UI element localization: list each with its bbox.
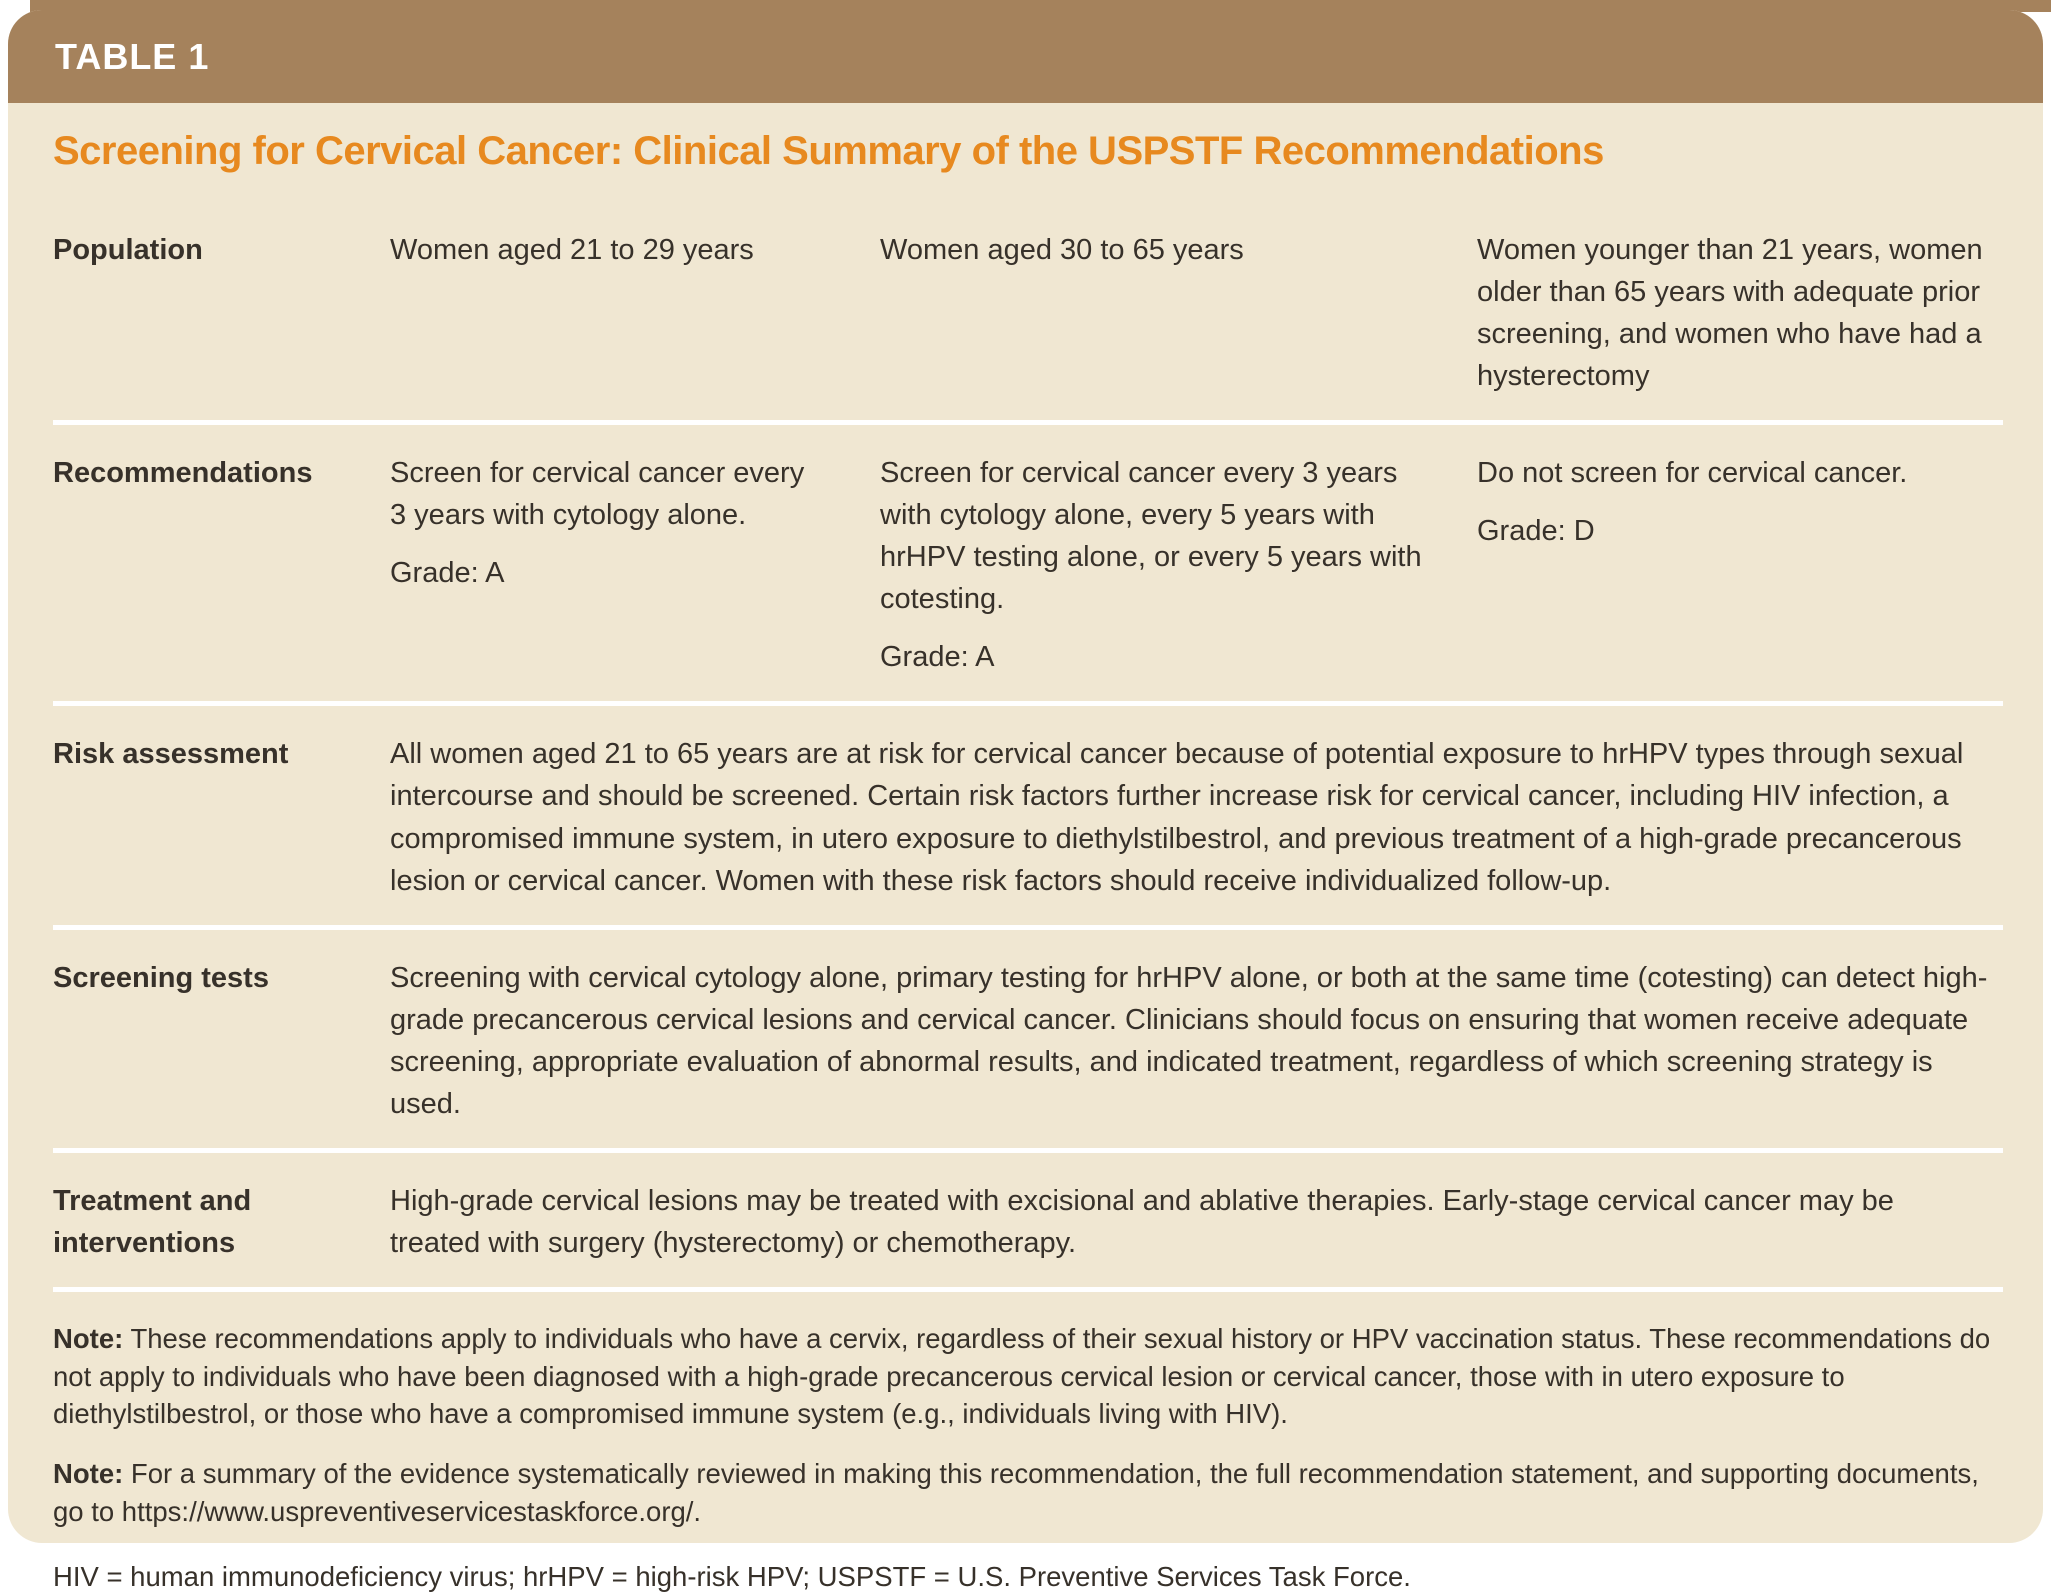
note-1-text: These recommendations apply to individuals who have a cervix, regardless of their sexual history or HPV vaccination status. These recommendations do not apply to individuals who have been diagnosed with a high-grade precancerous cervical lesion or cervical cancer, those with in utero exposure to diethylstilbestrol, or those who have a compromised immune system (e.g., individuals living with HIV). bbox=[53, 1322, 1991, 1430]
table-number: TABLE 1 bbox=[55, 35, 210, 77]
summary-table bbox=[53, 202, 2003, 1292]
recommendation-cell-other bbox=[1477, 452, 2003, 678]
treatment-text: High-grade cervical lesions may be treated with excisional and ablative therapies. Early-stage cervical cancer may be treated with surgery (hysterectomy) or chemotherapy. bbox=[390, 1184, 1894, 1259]
note-2 bbox=[53, 1455, 2003, 1530]
table-body bbox=[8, 129, 2043, 1596]
note-1-label: Note: bbox=[53, 1322, 124, 1354]
footnotes bbox=[53, 1320, 2003, 1596]
recommendation-cell-30-65 bbox=[880, 452, 1477, 678]
row-label-treatment: Treatment and interventions bbox=[53, 1184, 252, 1259]
note-2-label: Note: bbox=[53, 1457, 124, 1489]
population-cell-30-65: Women aged 30 to 65 years bbox=[880, 234, 1244, 266]
row-label-recommendations: Recommendations bbox=[53, 457, 313, 490]
table-row-population bbox=[53, 202, 2003, 425]
screening-tests-text: Screening with cervical cytology alone, primary testing for hrHPV alone, or both at the same time (cotesting) can detect high-grade precancerous cervical lesions and cervical cancer. Clinicians should focus on ensuring that women receive adequate screening, appropriate evaluation of abnormal results, and indicated treatment, regardless of which screening strategy is used. bbox=[390, 961, 1988, 1120]
row-label-population: Population bbox=[53, 234, 203, 266]
note-1 bbox=[53, 1320, 2003, 1433]
table-row-risk-assessment bbox=[53, 706, 2003, 929]
recommendation-grade: Grade: D bbox=[1477, 515, 1595, 548]
population-cell-21-29: Women aged 21 to 29 years bbox=[390, 234, 754, 266]
recommendation-text: Screen for cervical cancer every 3 years with cytology alone, every 5 years with hrHPV testing alone, or every 5 years with cotesting. bbox=[880, 457, 1422, 616]
table-row-screening-tests bbox=[53, 930, 2003, 1153]
risk-assessment-text: All women aged 21 to 65 years are at risk for cervical cancer because of potential exposure to hrHPV types through sexual intercourse and should be screened. Certain risk factors further increase risk for cervical cancer, including HIV infection, a compromised immune system, in utero exposure to diethylstilbestrol, and previous treatment of a high-grade precancerous lesion or cervical cancer. Women with these risk factors should receive individualized follow-up. bbox=[390, 738, 1964, 897]
population-cell-other: Women younger than 21 years, women older than 65 years with adequate prior screening, and women who have had a hysterectomy bbox=[1477, 234, 1983, 393]
table-row-treatment bbox=[53, 1153, 2003, 1292]
abbreviations: HIV = human immunodeficiency virus; hrHPV = high-risk HPV; USPSTF = U.S. Preventive Services Task Force. bbox=[53, 1561, 1411, 1593]
table-card bbox=[8, 10, 2043, 1593]
row-label-screening-tests: Screening tests bbox=[53, 961, 269, 994]
note-2-text: For a summary of the evidence systematically reviewed in making this recommendation, the full recommendation statement, and supporting documents, go to https://www.uspreventiveservicestaskforce.org/. bbox=[53, 1457, 1979, 1527]
recommendation-grade: Grade: A bbox=[880, 641, 995, 674]
table-row-recommendations bbox=[53, 425, 2003, 706]
recommendation-text: Screen for cervical cancer every 3 years with cytology alone. bbox=[390, 457, 805, 532]
table-title: Screening for Cervical Cancer: Clinical Summary of the USPSTF Recommendations bbox=[53, 129, 1604, 173]
recommendation-text: Do not screen for cervical cancer. bbox=[1477, 457, 1908, 490]
row-label-risk-assessment: Risk assessment bbox=[53, 738, 289, 771]
table-header-bar bbox=[8, 10, 2043, 103]
recommendation-grade: Grade: A bbox=[390, 557, 505, 590]
recommendation-cell-21-29 bbox=[390, 452, 880, 678]
